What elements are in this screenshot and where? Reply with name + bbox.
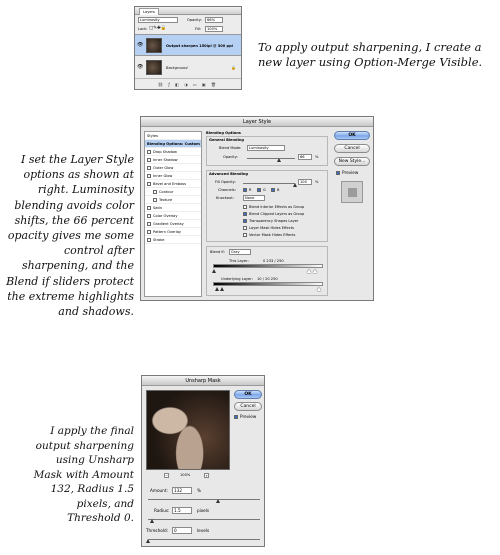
opacity-field[interactable]: 66% (205, 17, 223, 23)
dialog-title: Layer Style (141, 117, 373, 127)
sidebar-item-inner-shadow[interactable] (145, 156, 201, 164)
unsharp-caption: I apply the final output sharpening using Unsharp Mask with Amount 132, Radius 1.5 pixels, and Threshold 0. (33, 425, 134, 524)
blend-mode-select[interactable]: Luminosity (138, 17, 178, 23)
unsharp-mask-dialog (141, 375, 265, 547)
radius-slider[interactable] (148, 519, 260, 520)
checkbox[interactable] (153, 190, 157, 194)
checkbox-row-transparency[interactable] (243, 218, 327, 225)
eye-icon[interactable]: 👁 (137, 64, 144, 70)
opacity-field[interactable]: 66 (298, 154, 312, 160)
layer-style-dialog (140, 116, 374, 301)
advanced-blending-heading: Advanced Blending (209, 172, 248, 176)
sidebar-label: Color Overlay (153, 214, 178, 218)
threshold-slider-knob[interactable] (146, 539, 150, 543)
blending-options-heading: Blending Options (206, 131, 241, 135)
checkbox[interactable] (336, 171, 340, 175)
blend-mode-label: Blend Mode: (219, 146, 242, 150)
lock-icons[interactable]: ▢✎✚🔒 (149, 26, 167, 31)
checkbox[interactable] (147, 230, 151, 234)
checkbox[interactable] (147, 238, 151, 242)
zoom-in-button[interactable]: + (205, 474, 209, 478)
sidebar-item-styles[interactable]: Styles (145, 132, 201, 140)
new-style-button[interactable]: New Style... (334, 157, 370, 166)
checkbox[interactable] (243, 219, 247, 223)
fill-opacity-slider[interactable] (243, 183, 295, 184)
general-blending-heading: General Blending (209, 138, 244, 142)
checkbox-row-layer-mask[interactable] (243, 225, 327, 232)
sidebar-label: Texture (159, 198, 173, 202)
this-layer-white-slider-right[interactable] (313, 269, 317, 273)
checkbox[interactable] (271, 188, 275, 192)
zoom-out-button[interactable]: − (165, 474, 169, 478)
sidebar-item-outer-glow[interactable] (145, 164, 201, 172)
radius-slider-knob[interactable] (150, 519, 154, 523)
checkbox[interactable] (147, 206, 151, 210)
layer-row-background[interactable] (135, 57, 241, 79)
checkbox-row-blend-interior[interactable] (243, 204, 327, 211)
layers-tab[interactable]: Layers (139, 8, 159, 15)
sidebar-label: Drop Shadow (153, 150, 177, 154)
preview-checkbox[interactable] (234, 414, 256, 419)
checkbox-label: Layer Mask Hides Effects (249, 226, 294, 230)
this-layer-label: This Layer: (229, 259, 249, 263)
layer-thumbnail (146, 38, 162, 53)
amount-slider[interactable] (148, 499, 260, 500)
checkbox[interactable] (243, 205, 247, 209)
checkbox-label: Blend Clipped Layers as Group (249, 212, 305, 216)
advanced-checkbox-list (243, 204, 327, 239)
lock-icon: 🔒 (231, 65, 236, 70)
layer-row-sharpen[interactable] (135, 34, 241, 56)
unsharp-preview-image[interactable] (146, 390, 230, 470)
sidebar-item-pattern-overlay[interactable] (145, 228, 201, 236)
underlying-white-slider[interactable] (317, 287, 321, 291)
amount-field[interactable]: 132 (172, 487, 192, 494)
checkbox[interactable] (147, 214, 151, 218)
cancel-button[interactable]: Cancel (234, 402, 262, 411)
lock-label: Lock: (138, 27, 148, 31)
sidebar-item-satin[interactable] (145, 204, 201, 212)
threshold-slider[interactable] (148, 539, 260, 540)
sidebar-item-texture[interactable] (145, 196, 201, 204)
threshold-label: Threshold: (146, 528, 169, 533)
radius-unit: pixels (197, 508, 210, 513)
sidebar-label: Contour (159, 190, 174, 194)
checkbox-label: Transparency Shapes Layer (249, 219, 299, 223)
underlying-black-slider-left[interactable] (215, 287, 219, 291)
checkbox[interactable] (147, 158, 151, 162)
channel-label: R (249, 188, 252, 192)
sidebar-label: Inner Glow (153, 174, 173, 178)
knockout-label: Knockout: (216, 196, 234, 200)
underlying-layer-values: 10 / 20 250 (257, 277, 278, 281)
preview-label: Preview (240, 414, 257, 419)
fill-opacity-field[interactable]: 100 (298, 179, 312, 185)
checkbox[interactable] (147, 222, 151, 226)
fill-opacity-label: Fill Opacity: (215, 180, 236, 184)
ok-button[interactable]: OK (234, 390, 262, 399)
checkbox[interactable] (243, 226, 247, 230)
preview-label: Preview (342, 170, 359, 175)
checkbox[interactable] (147, 166, 151, 170)
layer-name[interactable]: Background (166, 66, 188, 70)
sidebar-item-gradient-overlay[interactable] (145, 220, 201, 228)
checkbox[interactable] (243, 233, 247, 237)
sidebar-label: Bevel and Emboss (153, 182, 187, 186)
opacity-unit: % (315, 155, 319, 159)
blend-if-select[interactable]: Gray (229, 249, 251, 255)
layers-panel-tabbar (135, 7, 241, 15)
channel-g[interactable] (257, 188, 266, 192)
amount-label: Amount: (150, 488, 168, 493)
sidebar-item-drop-shadow[interactable] (145, 148, 201, 156)
this-layer-values: 0 233 / 250 (263, 259, 284, 263)
general-blending-group (206, 136, 328, 166)
channel-b[interactable] (271, 188, 279, 192)
opacity-slider-knob[interactable] (277, 158, 281, 162)
this-layer-gradient (213, 264, 323, 268)
layer-style-caption: I set the Layer Style options as shown at right. Luminosity blending avoids color shifts, the 66 percent opacity gives me some control after sharpening, and the Blend if sliders protect the extreme highlights and shadows. (6, 153, 134, 319)
underlying-layer-gradient (213, 282, 323, 286)
checkbox[interactable] (257, 188, 261, 192)
sidebar-item-contour[interactable] (145, 188, 201, 196)
ok-button[interactable]: OK (334, 131, 370, 140)
advanced-blending-group (206, 170, 328, 242)
sidebar-label: Outer Glow (153, 166, 174, 170)
amount-unit: % (197, 488, 201, 493)
blend-if-label: Blend If: (210, 250, 225, 254)
radius-label: Radius: (154, 508, 170, 513)
sidebar-label: Pattern Overlay (153, 230, 182, 234)
fill-label: Fill: (195, 27, 202, 31)
underlying-black-slider-right[interactable] (220, 287, 224, 291)
sidebar-item-bevel-emboss[interactable] (145, 180, 201, 188)
checkbox[interactable] (147, 182, 151, 186)
opacity-label: Opacity: (223, 155, 238, 159)
opacity-label: Opacity: (187, 18, 202, 22)
dialog-title: Unsharp Mask (142, 376, 264, 386)
checkbox[interactable] (153, 198, 157, 202)
layer-thumbnail (146, 60, 162, 75)
eye-icon[interactable]: 👁 (137, 42, 144, 48)
underlying-layer-label: Underlying Layer: (221, 277, 253, 281)
channel-r[interactable] (243, 188, 252, 192)
knockout-select[interactable]: None (243, 195, 265, 201)
fill-field[interactable]: 100% (205, 26, 223, 32)
channel-label: B (277, 188, 280, 192)
threshold-unit: levels (197, 528, 210, 533)
preview-checkbox[interactable] (336, 170, 358, 175)
checkbox[interactable] (234, 415, 238, 419)
checkbox-label: Vector Mask Hides Effects (249, 233, 296, 237)
sidebar-item-stroke[interactable] (145, 236, 201, 244)
checkbox[interactable] (243, 188, 247, 192)
layers-caption: To apply output sharpening, I create a new layer using Option-Merge Visible. (258, 40, 483, 69)
checkbox-label: Blend Interior Effects as Group (249, 205, 305, 209)
blend-if-group (206, 246, 328, 296)
sidebar-item-blending-options[interactable]: Blending Options: Custom (147, 142, 200, 146)
radius-field[interactable]: 1.5 (172, 507, 192, 514)
sidebar-label: Inner Shadow (153, 158, 178, 162)
blend-mode-select[interactable]: Luminosity (247, 145, 285, 151)
this-layer-white-slider-left[interactable] (307, 269, 311, 273)
checkbox-row-blend-clipped[interactable] (243, 211, 327, 218)
opacity-slider[interactable] (247, 158, 295, 159)
checkbox[interactable] (147, 174, 151, 178)
channel-label: G (263, 188, 266, 192)
zoom-level: 100% (180, 473, 191, 477)
cancel-button[interactable]: Cancel (334, 144, 370, 153)
fill-opacity-slider-knob[interactable] (293, 183, 297, 187)
sidebar-label: Satin (153, 206, 163, 210)
channels-label: Channels: (218, 188, 236, 192)
this-layer-black-slider[interactable] (212, 269, 216, 273)
sidebar-item-inner-glow[interactable] (145, 172, 201, 180)
swatch-inner (348, 188, 357, 197)
checkbox-row-vector-mask[interactable] (243, 232, 327, 239)
checkbox[interactable] (147, 150, 151, 154)
styles-sidebar (144, 131, 202, 297)
checkbox[interactable] (243, 212, 247, 216)
threshold-field[interactable]: 0 (172, 527, 192, 534)
layers-panel (134, 6, 242, 90)
sidebar-label: Stroke (153, 238, 165, 242)
style-preview-swatch (341, 181, 363, 203)
layers-footer-icons[interactable]: ⛓ ƒ ◧ ◑ ▭ ▣ 🗑 (157, 82, 219, 87)
layer-name[interactable]: Output sharpen 150lpi @ 300 ppi (166, 44, 233, 48)
sidebar-item-color-overlay[interactable] (145, 212, 201, 220)
amount-slider-knob[interactable] (216, 499, 220, 503)
sidebar-label: Gradient Overlay (153, 222, 184, 226)
fill-opacity-unit: % (315, 180, 319, 184)
